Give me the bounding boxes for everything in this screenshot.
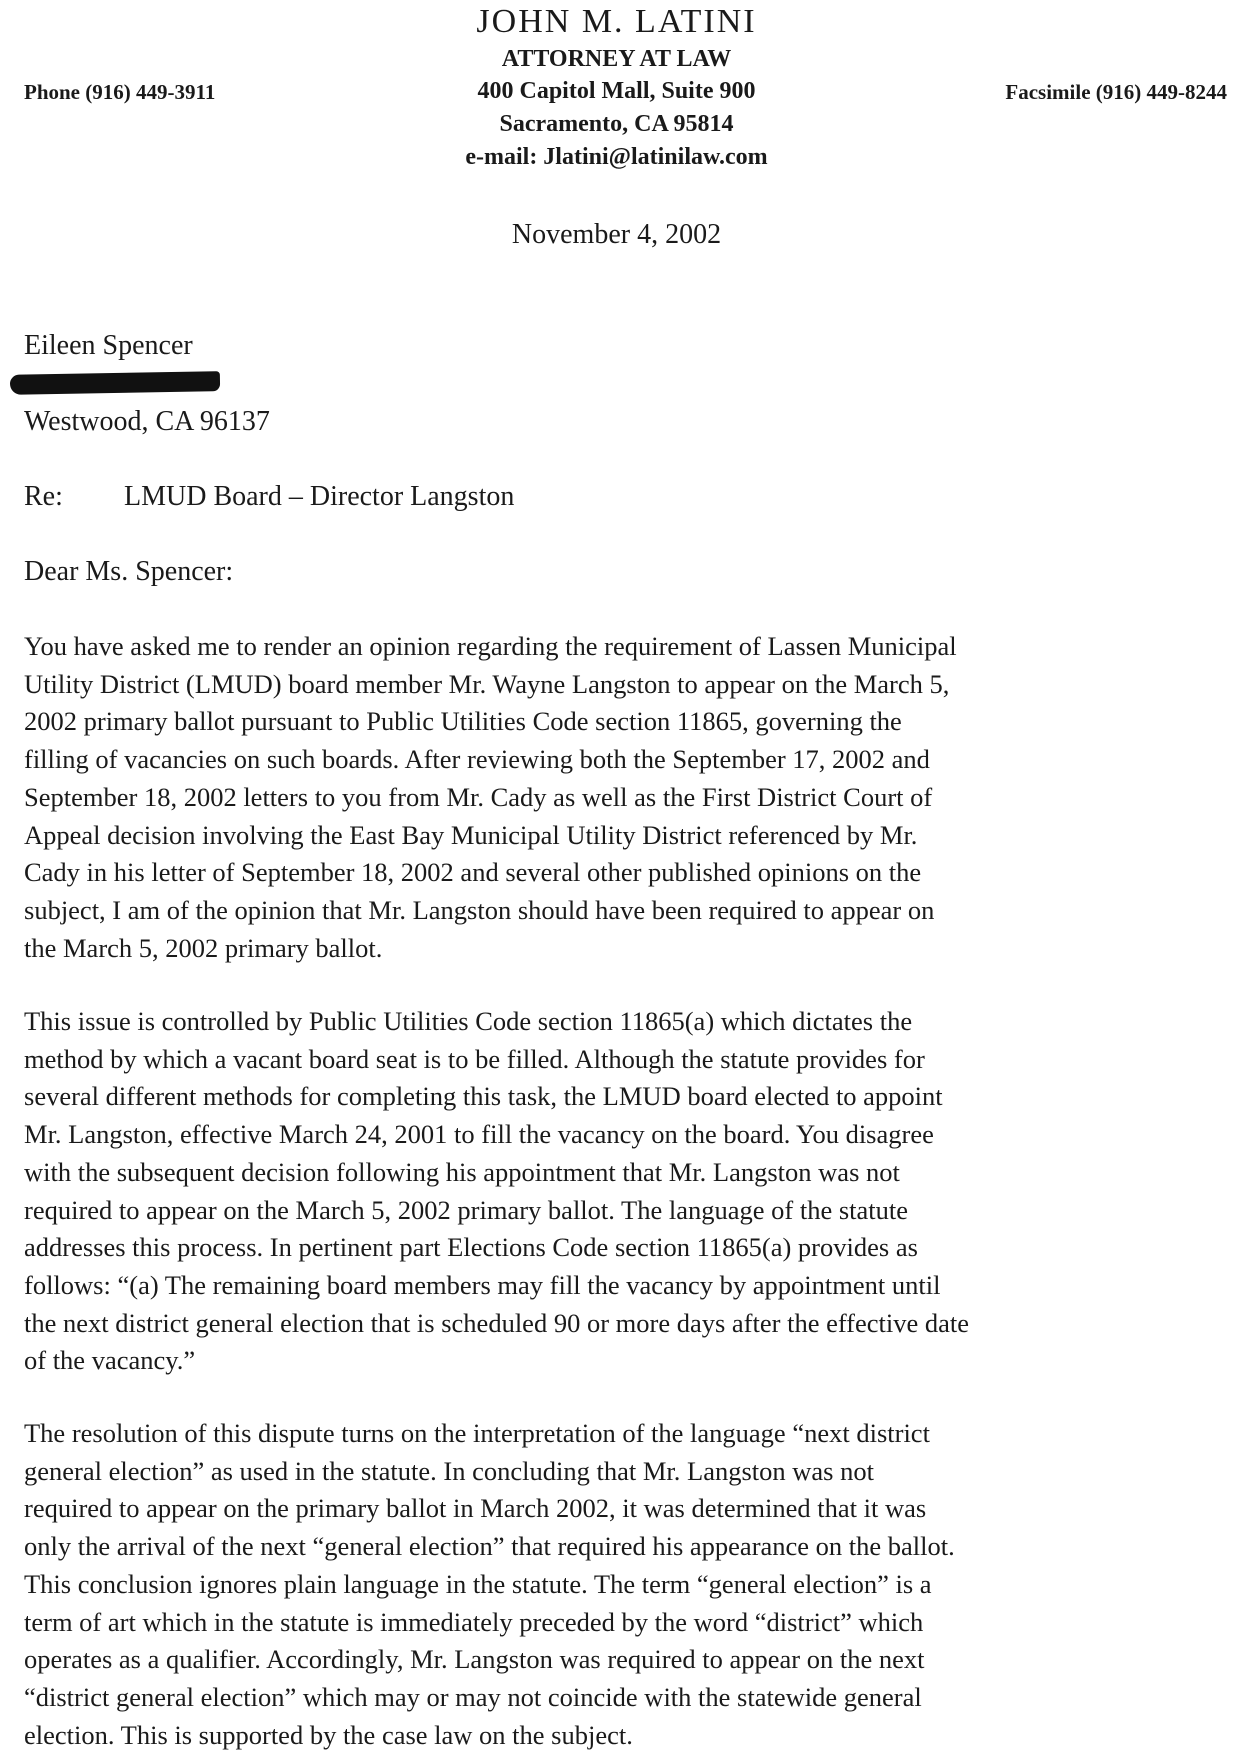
paragraph-line: several different methods for completing this task, the LMUD board elected to appoint xyxy=(24,1081,943,1112)
re-label: Re: xyxy=(24,481,63,512)
body-paragraph-1 xyxy=(24,628,957,967)
paragraph-line: election. This is supported by the case law on the subject. xyxy=(24,1719,633,1750)
paragraph-line: Utility District (LMUD) board member Mr. Wayne Langston to appear on the March 5, xyxy=(24,668,950,699)
letterhead-address-line2: Sacramento, CA 95814 xyxy=(499,111,734,137)
paragraph-line: general election” as used in the statute. In concluding that Mr. Langston was not xyxy=(24,1455,874,1486)
body-paragraph-3 xyxy=(24,1415,955,1754)
paragraph-line: the next district general election that is scheduled 90 or more days after the effective date xyxy=(24,1307,970,1338)
paragraph-line: addresses this process. In pertinent part Elections Code section 11865(a) provides as xyxy=(24,1232,918,1263)
body-paragraph-2 xyxy=(24,1003,969,1380)
letterhead-phone: Phone (916) 449-3911 xyxy=(24,80,216,104)
paragraph-line: follows: “(a) The remaining board members may fill the vacancy by appointment until xyxy=(24,1269,941,1300)
paragraph-line: the March 5, 2002 primary ballot. xyxy=(24,932,383,963)
paragraph-line: filling of vacancies on such boards. After reviewing both the September 17, 2002 and xyxy=(24,744,930,775)
recipient-city: Westwood, CA 96137 xyxy=(24,406,270,437)
salutation: Dear Ms. Spencer: xyxy=(24,556,234,587)
paragraph-line: September 18, 2002 letters to you from Mr. Cady as well as the First District Court of xyxy=(24,781,933,812)
letterhead-email: e-mail: Jlatini@latinilaw.com xyxy=(465,144,768,170)
paragraph-line: subject, I am of the opinion that Mr. Langston should have been required to appear on xyxy=(24,894,935,925)
letterhead-name: JOHN M. LATINI xyxy=(476,3,757,40)
paragraph-line: Mr. Langston, effective March 24, 2001 to fill the vacancy on the board. You disagree xyxy=(24,1119,934,1150)
paragraph-line: Cady in his letter of September 18, 2002 and several other published opinions on the xyxy=(24,857,922,888)
paragraph-line: with the subsequent decision following his appointment that Mr. Langston was not xyxy=(24,1156,900,1187)
paragraph-line: “district general election” which may or may not coincide with the statewide general xyxy=(24,1681,922,1712)
paragraph-line: method by which a vacant board seat is to be filled. Although the statute provides for xyxy=(24,1043,925,1074)
letterhead-fax: Facsimile (916) 449-8244 xyxy=(1005,80,1227,104)
paragraph-line: You have asked me to render an opinion regarding the requirement of Lassen Municipal xyxy=(24,631,957,661)
paragraph-line: only the arrival of the next “general election” that required his appearance on the ballot. xyxy=(24,1531,955,1562)
paragraph-line: of the vacancy.” xyxy=(24,1345,196,1376)
paragraph-line: term of art which in the statute is immediately preceded by the word “district” which xyxy=(24,1606,924,1637)
paragraph-line: The resolution of this dispute turns on the interpretation of the language “next district xyxy=(24,1418,930,1448)
paragraph-line: required to appear on the March 5, 2002 primary ballot. The language of the statute xyxy=(24,1194,909,1225)
paragraph-line: 2002 primary ballot pursuant to Public Utilities Code section 11865, governing the xyxy=(24,706,902,737)
letterhead-title: ATTORNEY AT LAW xyxy=(501,46,732,72)
paragraph-line: operates as a qualifier. Accordingly, Mr. Langston was required to appear on the next xyxy=(24,1644,925,1675)
paragraph-line: This conclusion ignores plain language in the statute. The term “general election” is a xyxy=(24,1568,932,1599)
recipient-name: Eileen Spencer xyxy=(24,330,193,361)
re-subject: LMUD Board – Director Langston xyxy=(124,481,515,512)
re-line xyxy=(24,480,514,514)
letter-date: November 4, 2002 xyxy=(511,219,722,250)
letterhead-address-line1: 400 Capitol Mall, Suite 900 xyxy=(477,78,756,104)
paragraph-line: This issue is controlled by Public Utilities Code section 11865(a) which dictates the xyxy=(24,1006,913,1036)
paragraph-line: required to appear on the primary ballot in March 2002, it was determined that it was xyxy=(24,1493,927,1524)
paragraph-line: Appeal decision involving the East Bay Municipal Utility District referenced by Mr. xyxy=(24,819,918,850)
redacted-address xyxy=(10,371,220,395)
